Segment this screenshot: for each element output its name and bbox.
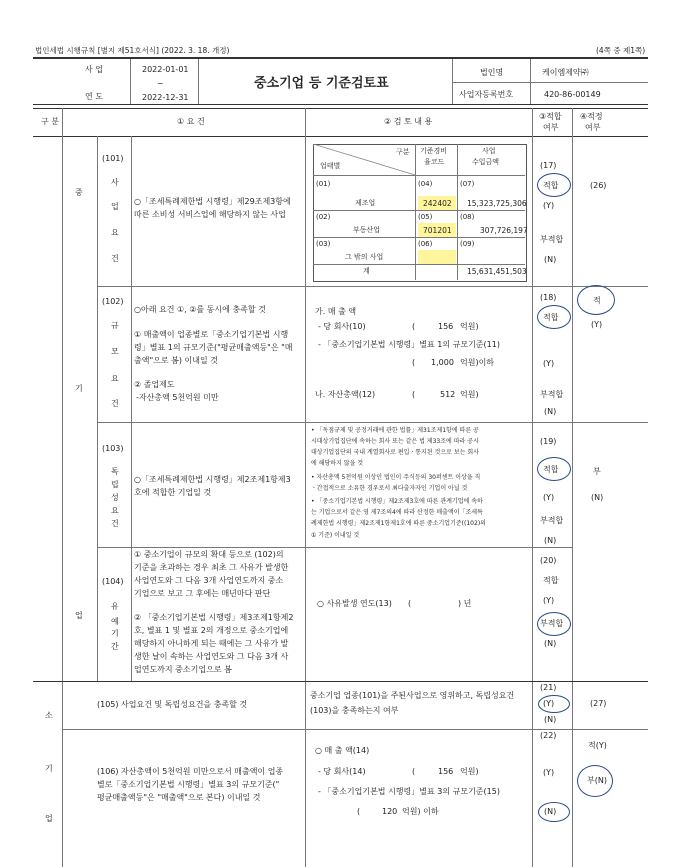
r101-req-1: 따른 소비성 서비스업에 해당하지 않는 사업 [134,210,286,219]
r102-rev-unit2: 억원)이하 [460,358,495,367]
r101-fit-y: 적합 [543,181,559,190]
r102-req-4: ② 졸업제도 [134,380,175,389]
r106-fit-circle [538,802,570,822]
r101-fit-circle [537,173,571,197]
r102-v3: 건 [111,399,119,408]
r105-fit-circle [538,695,570,713]
r102-fit-n: 부적합 [540,390,564,399]
r102-fit2-a: 적 [593,296,601,305]
r103-v2: 성 [111,493,119,502]
r103-v1: 립 [111,480,119,489]
r103-v4: 건 [111,519,119,528]
r101-fit2: (26) [590,181,607,190]
r105-rev-0: 중소기업 업종(101)을 주된사업으로 영위하고, 독립성요건 [310,691,515,700]
r102-rev-line2: - 「중소기업기본법 시행령」별표 1의 규모기준(11) [318,340,500,349]
r105-fit-y: (Y) [543,699,555,708]
r102-fit-y2: (Y) [543,359,555,368]
r102-rev-val1: 156 [438,322,454,331]
r102-fit-circle [537,305,571,329]
r103-rev-1: 시대상기업집단에 속하는 회사 또는 같은 법 제33조에 따라 공시 [311,438,479,445]
r102-rev-line1: - 당 회사(10) [318,322,366,331]
r103-rev-3: 에 해당하지 않을 것 [311,460,364,467]
r104-v3: 간 [111,642,119,651]
r102-fit-y: 적합 [543,313,559,322]
r104-fit-n: 부적합 [540,619,564,628]
r105-rev-1: (103)을 충족하는지 여부 [310,706,399,715]
form-reference: 법인세법 시행규칙 [별지 제51호서식] (2022. 3. 18. 개정) [35,46,230,55]
r104-req-5: 호, 별표 1 및 별표 2의 개정으로 중소기업에 [134,626,289,635]
r103-fit-n: 부적합 [540,516,564,525]
r102-req-1: ① 매출액이 업종별로「중소기업기본법 시행 [134,330,289,339]
r103-rev-2: 대상기업집단의 국내 계열회사로 편입ㆍ통지된 것으로 보는 회사 [311,449,479,456]
r103-rev-7: 는 기업으로서 같은 영 제7조의4에 따라 산정한 매출액이「조세특 [311,509,483,516]
tbl-r1-n3: (08) [460,213,475,221]
col-fit1-a: ③적합 [539,112,562,121]
side-sme-3: 업 [75,611,83,620]
r103-v0: 독 [111,467,119,476]
r106-rev-val2: 120 [382,807,398,816]
r106-rev-unit1: 억원) [460,767,479,776]
tbl-r0-code: 242402 [423,199,452,208]
r106-req-0: (106) 자산총액이 5천억원 미만으로서 매출액이 업종 [97,767,284,776]
r103-fit-no: (19) [540,437,557,446]
r102-rev-paren2: ( [412,358,416,367]
r101-v1: 업 [111,202,119,211]
form-title: 중소기업 등 기준검토표 [254,76,389,91]
r104-v0: 유 [111,602,119,611]
r104-fit-n2: (N) [544,639,557,648]
tbl-r1-name: 부동산업 [353,226,381,234]
col-review: ② 검 토 내 용 [384,117,433,126]
r106-rev-line1: - 당 회사(14) [318,767,366,776]
year-label-2: 연 도 [85,92,103,101]
r106-fit-n: (N) [544,807,557,816]
r104-fit-no: (20) [540,556,557,565]
r104-req-6: 해당하지 아니하게 되는 때에는 그 사유가 발 [134,639,289,648]
tbl-r1-n2: (05) [418,213,433,221]
r106-rev-paren2: ( [357,807,361,816]
r103-fit-y2: (Y) [543,493,555,502]
r103-rev-9: ① 기준) 이내일 것 [311,532,360,539]
side-small-3: 업 [45,814,53,823]
r104-rev-paren: ( [408,599,412,608]
r101-code: (101) [102,154,124,163]
r106-rev-val1: 156 [438,767,454,776]
r102-rev-val2: 1,000 [431,358,454,367]
r104-rev-label: ○ 사유발생 연도(13) [317,599,392,608]
tbl-total: 15,631,451,503 [467,267,527,276]
r103-req-0: ○「조세특례제한법 시행령」제2조제1항제3 [134,475,291,484]
r106-fit2-circle [577,765,613,797]
r104-rev-unit: ) 년 [458,599,472,608]
r103-code: (103) [102,444,124,453]
r101-v0: 사 [111,178,119,187]
col-category: 구 분 [41,117,59,126]
r102-rev-label: 가. 매 출 액 [315,307,357,316]
tbl-r0-n1: (01) [316,180,331,188]
corp-name: 케이엠제약㈜ [542,68,589,77]
col-fit2-a: ④적정 [580,112,603,121]
r102-rev-unit1: 억원) [460,322,479,331]
r102-req-5: -자산총액 5천억원 미만 [136,393,219,402]
r106-req-1: 별로「중소기업기본법 시행령」별표 3의 규모기준(" [97,780,280,789]
r101-fit-y2: (Y) [543,201,555,210]
r106-req-2: 평균매출액등"은 "매출액"으로 본다) 이내일 것 [97,793,261,802]
tbl-h-cat: 구분 [396,148,410,156]
biz-no: 420-86-00149 [544,90,601,99]
r102-req-2: 령」별표 1의 규모기준("평균매출액등"은 "매 [134,343,293,352]
tbl-r2-n2: (06) [418,240,433,248]
r105-fit-n: (N) [544,715,557,724]
tbl-r0-name: 제조업 [355,199,376,207]
r103-v3: 요 [111,506,119,515]
biz-no-label: 사업자등록번호 [459,90,514,99]
tbl-h-rev-b: 수입금액 [472,158,500,166]
r101-req-0: ○「조세특례제한법 시행령」제29조제3항에 [134,197,291,206]
r102-fit-n2: (N) [544,407,557,416]
r104-fit-y: 적합 [543,576,559,585]
tbl-r2-n1: (03) [316,240,331,248]
page-indicator: (4쪽 중 제1쪽) [596,46,646,55]
col-fit2-b: 여부 [585,123,601,132]
r104-req-8: 업연도까지 중소기업으로 봄 [134,665,232,674]
r104-req-0: ① 중소기업이 규모의 확대 등으로 (102)의 [134,550,284,559]
side-small-1: 소 [45,711,53,720]
r106-rev-paren1: ( [412,767,416,776]
r104-req-3: 기업으로 보고 그 후에는 매년마다 판단 [134,589,271,598]
r104-v1: 예 [111,617,119,626]
tbl-r1-code: 701201 [423,226,452,235]
period-tilde: ~ [157,79,164,88]
tbl-r2-n3: (09) [460,240,475,248]
tbl-h-rev-a: 사업 [482,147,496,155]
col-fit1-b: 여부 [543,123,559,132]
r106-rev-unit2: 억원) 이하 [402,807,439,816]
r106-fit-y: (Y) [543,768,555,777]
side-sme-1: 중 [75,188,83,197]
r104-code: (104) [102,577,124,586]
period-end: 2022-12-31 [142,93,189,102]
tbl-r0-n2: (04) [418,180,433,188]
r104-req-1: 기준을 초과하는 경우 최초 그 사유가 발생한 [134,563,289,572]
r104-fit-circle [537,612,571,636]
r101-fit-no: (17) [540,161,557,170]
r101-v2: 요 [111,228,119,237]
r102-fit2-b: (Y) [591,320,603,329]
tbl-r2-name: 그 밖의 사업 [345,253,384,261]
corp-name-label: 법인명 [480,68,504,77]
r101-fit-n: 부적합 [540,235,564,244]
r102-v2: 요 [111,374,119,383]
tbl-h-industry: 업태별 [320,162,341,170]
r102-code: (102) [102,297,124,306]
side-small-2: 기 [45,764,53,773]
r106-rev-line2: - 「중소기업기본법 시행령」별표 3의 규모기준(15) [318,787,500,796]
tbl-r0-rev: 15,323,725,306 [467,199,527,208]
r106-fit-no: (22) [540,731,557,740]
r105-req: (105) 사업요건 및 독립성요건을 충족할 것 [97,700,248,709]
tbl-h-code-a: 기준경비 [420,147,448,155]
r102-v1: 모 [111,347,119,356]
r102-asset-paren: ( [412,390,416,399]
tbl-r1-rev: 307,726,197 [480,226,528,235]
r103-rev-0: • 「독점규제 및 공정거래에 관한 법률」제31조제1항에 따른 공 [311,427,479,434]
r103-rev-6: • 「중소기업기본법 시행령」제2조제3호에 따른 관계기업에 속하 [311,498,483,505]
r102-fit2-circle [577,285,615,315]
tbl-total-label: 계 [363,267,370,275]
r103-rev-4: • 자산총액 5천억원 이상인 법인이 주식등의 30퍼센트 이상을 직 [311,474,481,481]
r104-req-2: 사업연도와 그 다음 3개 사업연도까지 중소 [134,576,284,585]
r101-v3: 건 [111,254,119,263]
r102-rev-paren1: ( [412,322,416,331]
period-start: 2022-01-01 [142,65,189,74]
r102-fit-no: (18) [540,293,557,302]
r103-fit-circle [537,457,571,481]
r106-rev-label: ○ 매 출 액(14) [315,746,370,755]
tbl-h-code-b: 율코드 [424,158,445,166]
side-sme-2: 기 [75,384,83,393]
r104-req-7: 생한 날이 속하는 사업연도와 그 다음 3개 사 [134,652,289,661]
r103-fit2-b: (N) [591,493,604,502]
r103-fit-n2: (N) [544,536,557,545]
r104-req-4: ② 「중소기업기본법 시행령」제3조제1항제2 [134,613,294,622]
r102-req-3: 출액"으로 봄) 이내일 것 [134,356,218,365]
r101-fit-n2: (N) [544,255,557,264]
r104-fit-y2: (Y) [543,596,555,605]
r102-req-0: ○아래 요건 ①, ②를 동시에 충족할 것 [134,305,266,314]
year-label-1: 사 업 [85,65,103,74]
r102-asset-label: 나. 자산총액(12) [315,390,376,399]
r103-rev-8: 례제한법 시행령」제2조제1항제1호에 따른 중소기업기준((102)의 [311,520,486,527]
r105-fit2: (27) [590,699,607,708]
r103-fit-y: 적합 [543,465,559,474]
r106-fit2-b: 부(N) [587,776,607,785]
tbl-r0-n3: (07) [460,180,475,188]
col-requirement: ① 요 건 [177,117,205,126]
tbl-r1-n1: (02) [316,213,331,221]
r104-v2: 기 [111,629,119,638]
r103-fit2-a: 부 [593,467,601,476]
r103-req-1: 호에 적합한 기업일 것 [134,488,212,497]
r103-rev-5: ㆍ간접적으로 소유한 경우로서 최다출자자인 기업이 아닐 것 [311,485,468,492]
r105-fit-no: (21) [540,683,557,692]
r106-fit2-a: 적(Y) [588,741,607,750]
r102-asset-val: 512 [440,390,456,399]
r102-asset-unit: 억원) [460,390,479,399]
r102-v0: 규 [111,321,119,330]
